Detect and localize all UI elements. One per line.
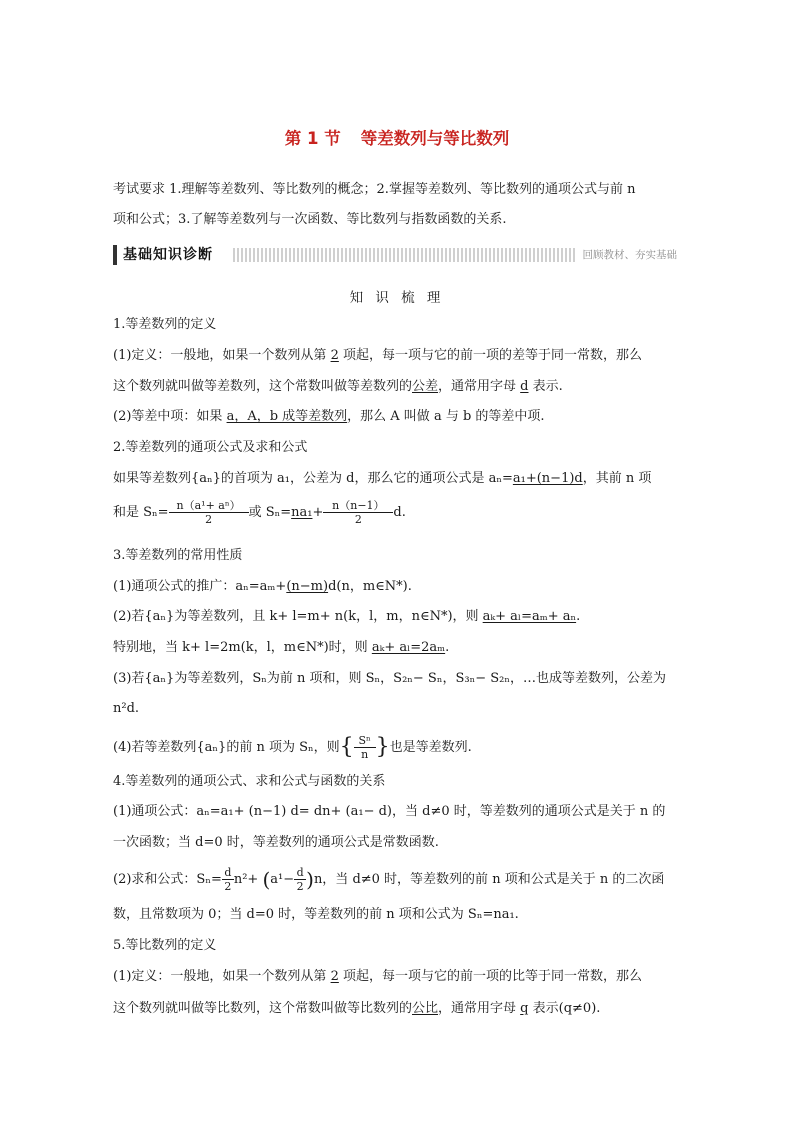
- heading-3: 3.等差数列的常用性质: [113, 548, 243, 563]
- banner-title: 基础知识诊断: [113, 245, 233, 265]
- paragraph: (2)若{aₙ}为等差数列，且 k+ l=m+ n(k，l，m，n∈N*)，则 aₖ+ aₗ=aₘ+ aₙ.: [113, 609, 581, 624]
- exam-requirement-line-2: 项和公式；3.了解等差数列与一次函数、等比数列与指数函数的关系.: [113, 212, 507, 227]
- paragraph: (1)通项公式的推广：aₙ=aₘ+(n−m)d(n，m∈N*).: [113, 579, 412, 594]
- heading-1: 1.等差数列的定义: [113, 317, 217, 332]
- banner-subtitle: 回顾教材、夯实基础: [577, 247, 680, 263]
- fraction: $\frac{n(n-1)}{2}$: [323, 499, 393, 526]
- fraction: $\frac{d}{2}$: [222, 866, 234, 893]
- fraction: $\frac{\text{n（a¹+ aⁿ）}}{2}$: [169, 499, 249, 526]
- paragraph: (1)定义：一般地，如果一个数列从第 2 项起，每一项与它的前一项的差等于同一常数，那么: [113, 348, 642, 363]
- section-number: 第 1 节: [284, 129, 341, 148]
- paragraph: n²d.: [113, 701, 140, 716]
- exam-requirement-line-1: 考试要求 1.理解等差数列、等比数列的概念；2.掌握等差数列、等比数列的通项公式与前 n: [113, 182, 636, 197]
- paragraph: (3)若{aₙ}为等差数列，Sₙ为前 n 项和，则 Sₙ，S₂ₙ− Sₙ，S₃ₙ− S₂ₙ，…也成等差数列，公差为: [113, 671, 666, 686]
- paragraph: 特别地，当 k+ l=2m(k，l，m∈N*)时，则 aₖ+ aₗ=2aₘ.: [113, 640, 450, 655]
- paragraph: 一次函数；当 d=0 时，等差数列的通项公式是常数函数.: [113, 835, 439, 850]
- section-title: 等差数列与等比数列: [360, 129, 510, 148]
- paragraph: (2)等差中项：如果 a，A，b 成等差数列，那么 A 叫做 a 与 b 的等差中项.: [113, 409, 545, 424]
- heading-5: 5.等比数列的定义: [113, 938, 217, 953]
- paragraph: (1)通项公式：aₙ=a₁+ (n−1) d= dn+ (a₁− d)，当 d≠0 时，等差数列的通项公式是关于 n 的: [113, 804, 666, 819]
- paragraph: 数，且常数项为 0；当 d=0 时，等差数列的前 n 项和公式为 Sₙ=na₁.: [113, 907, 519, 922]
- paragraph: 如果等差数列{aₙ}的首项为 a₁，公差为 d，那么它的通项公式是 aₙ=a₁+(n−1)d，其前 n 项: [113, 471, 652, 486]
- fraction: $\frac{\text{Sⁿ}}{n}$: [354, 734, 376, 761]
- knowledge-heading: 知 识 梳 理: [349, 290, 445, 306]
- paragraph: 这个数列就叫做等差数列，这个常数叫做等差数列的公差，通常用字母 d 表示.: [113, 379, 563, 394]
- page-title: [0, 125, 794, 149]
- paragraph: 这个数列就叫做等比数列，这个常数叫做等比数列的公比，通常用字母 q 表示(q≠0).: [113, 1001, 601, 1016]
- heading-2: 2.等差数列的通项公式及求和公式: [113, 440, 308, 455]
- formula-line: (2)求和公式：Sₙ= $\frac{d}{2}$ n²+ (a¹− $\frac{d}{2}$ )n，当 d≠0 时，等差数列的前 n 项和公式是关于 n 的二次函: [113, 866, 665, 893]
- formula-line: (4)若等差数列{aₙ}的前 n 项为 Sₙ，则{ $\frac{\text{Sⁿ}}{n}$ }也是等差数列.: [113, 734, 472, 761]
- paragraph: (1)定义：一般地，如果一个数列从第 2 项起，每一项与它的前一项的比等于同一常数，那么: [113, 969, 642, 984]
- section-banner: [113, 245, 679, 265]
- formula-line: 和是 Sₙ= $\frac{\text{n（a¹+ aⁿ）}}{2}$ 或 Sₙ=na₁+ $\frac{n(n-1)}{2}$ d.: [113, 499, 406, 526]
- heading-4: 4.等差数列的通项公式、求和公式与函数的关系: [113, 774, 386, 789]
- fraction: $\frac{d}{2}$: [294, 866, 306, 893]
